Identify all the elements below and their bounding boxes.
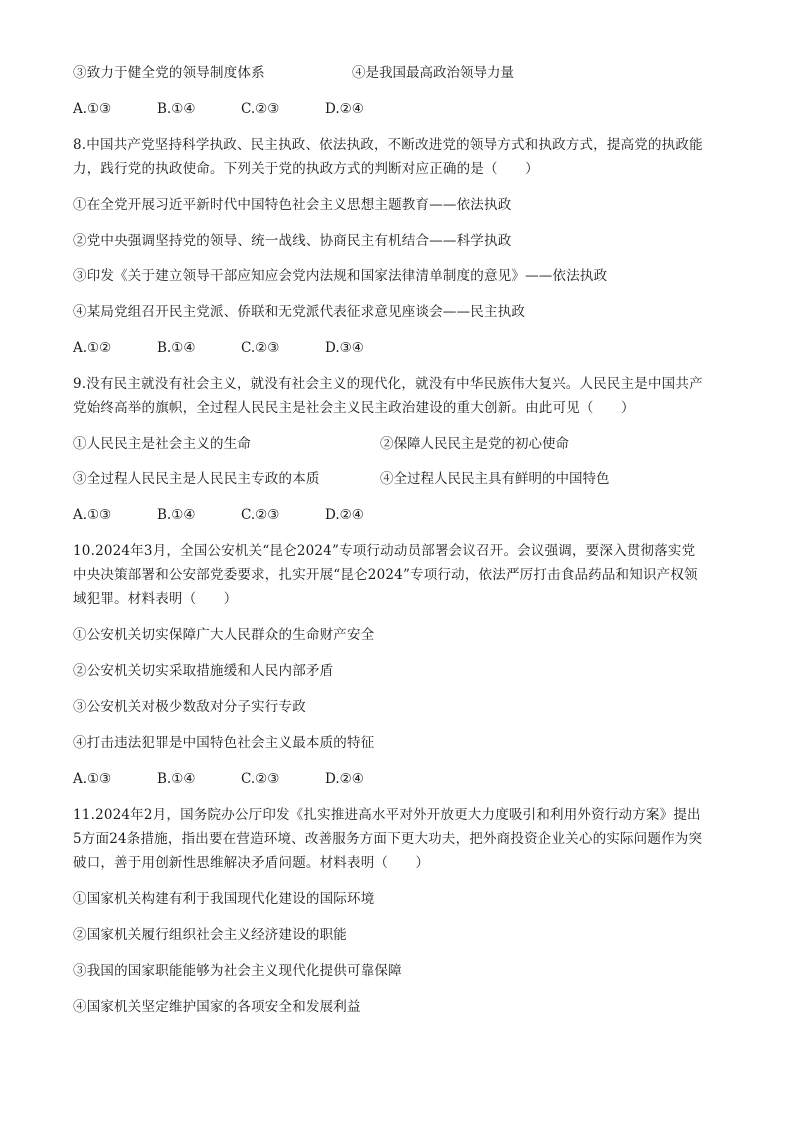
q11-stem-line-1: 11.2024年2月，国务院办公厅印发《扎实推进高水平对外开放更大力度吸引和利用外资行动方案》提出 [73, 807, 701, 823]
q11-option-2: ②国家机关履行组织社会主义经济建设的职能 [73, 927, 347, 943]
q9-option-1: ①人民民主是社会主义的生命 [73, 436, 252, 452]
choice-a: A.①② [73, 340, 112, 356]
q11-option-1: ①国家机关构建有利于我国现代化建设的国际环境 [73, 891, 375, 907]
q9-option-2: ②保障人民民主是党的初心使命 [380, 436, 569, 452]
q10-option-2: ②公安机关切实采取措施缓和人民内部矛盾 [73, 663, 334, 679]
choice-d: D.②④ [325, 101, 364, 117]
q9-option-3: ③全过程人民民主是人民民主专政的本质 [73, 471, 320, 487]
q9-choices [73, 505, 364, 525]
q10-stem-line-2: 中央决策部署和公安部党委要求，扎实开展“昆仑2024”专项行动，依法严厉打击食品药品和知识产权领 [73, 567, 698, 583]
q7-option-4: ④是我国最高政治领导力量 [352, 65, 514, 81]
choice-a: A.①③ [73, 101, 112, 117]
q11-stem-line-3: 破口，善于用创新性思维解决矛盾问题。材料表明（ ） [73, 855, 430, 871]
choice-b: B.①④ [157, 507, 196, 523]
q8-option-1: ①在全党开展习近平新时代中国特色社会主义思想主题教育——依法执政 [73, 197, 512, 213]
choice-d: D.③④ [325, 340, 364, 356]
choice-d: D.②④ [325, 507, 364, 523]
q8-option-2: ②党中央强调坚持党的领导、统一战线、协商民主有机结合——科学执政 [73, 233, 512, 249]
q7-choices [73, 99, 364, 119]
q7-option-3: ③致力于健全党的领导制度体系 [73, 65, 265, 81]
q10-stem-line-3: 域犯罪。材料表明（ ） [73, 591, 238, 607]
q11-option-3: ③我国的国家职能能够为社会主义现代化提供可靠保障 [73, 963, 402, 979]
choice-c: C.②③ [241, 340, 280, 356]
q10-option-4: ④打击违法犯罪是中国特色社会主义最本质的特征 [73, 735, 375, 751]
q11-option-4: ④国家机关坚定维护国家的各项安全和发展利益 [73, 999, 361, 1015]
q9-option-4: ④全过程人民民主具有鲜明的中国特色 [380, 471, 610, 487]
q9-stem-line-1: 9.没有民主就没有社会主义，就没有社会主义的现代化，就没有中华民族伟大复兴。人民民主是中国共产 [73, 376, 703, 392]
choice-d: D.②④ [325, 771, 364, 787]
choice-c: C.②③ [241, 507, 280, 523]
choice-b: B.①④ [157, 771, 196, 787]
q10-option-3: ③公安机关对极少数敌对分子实行专政 [73, 699, 306, 715]
q9-stem-line-2: 党始终高举的旗帜，全过程人民民主是社会主义民主政治建设的重大创新。由此可见（ ） [73, 400, 635, 416]
q10-choices [73, 769, 364, 789]
q8-option-3: ③印发《关于建立领导干部应知应会党内法规和国家法律清单制度的意见》——依法执政 [73, 268, 608, 284]
choice-b: B.①④ [157, 101, 196, 117]
q10-stem-line-1: 10.2024年3月，全国公安机关“昆仑2024”专项行动动员部署会议召开。会议强调，要深入贯彻落实党 [73, 543, 696, 559]
choice-c: C.②③ [241, 101, 280, 117]
choice-a: A.①③ [73, 771, 112, 787]
q11-stem-line-2: 5方面24条措施，指出要在营造环境、改善服务方面下更大功夫，把外商投资企业关心的实际问题作为突 [73, 831, 703, 847]
q10-option-1: ①公安机关切实保障广大人民群众的生命财产安全 [73, 627, 375, 643]
q8-stem-line-1: 8.中国共产党坚持科学执政、民主执政、依法执政，不断改进党的领导方式和执政方式，提高党的执政能 [73, 137, 703, 153]
q8-choices [73, 338, 364, 358]
choice-b: B.①④ [157, 340, 196, 356]
choice-c: C.②③ [241, 771, 280, 787]
q8-option-4: ④某局党组召开民主党派、侨联和无党派代表征求意见座谈会——民主执政 [73, 304, 526, 320]
choice-a: A.①③ [73, 507, 112, 523]
q8-stem-line-2: 力，践行党的执政使命。下列关于党的执政方式的判断对应正确的是（ ） [73, 161, 539, 177]
